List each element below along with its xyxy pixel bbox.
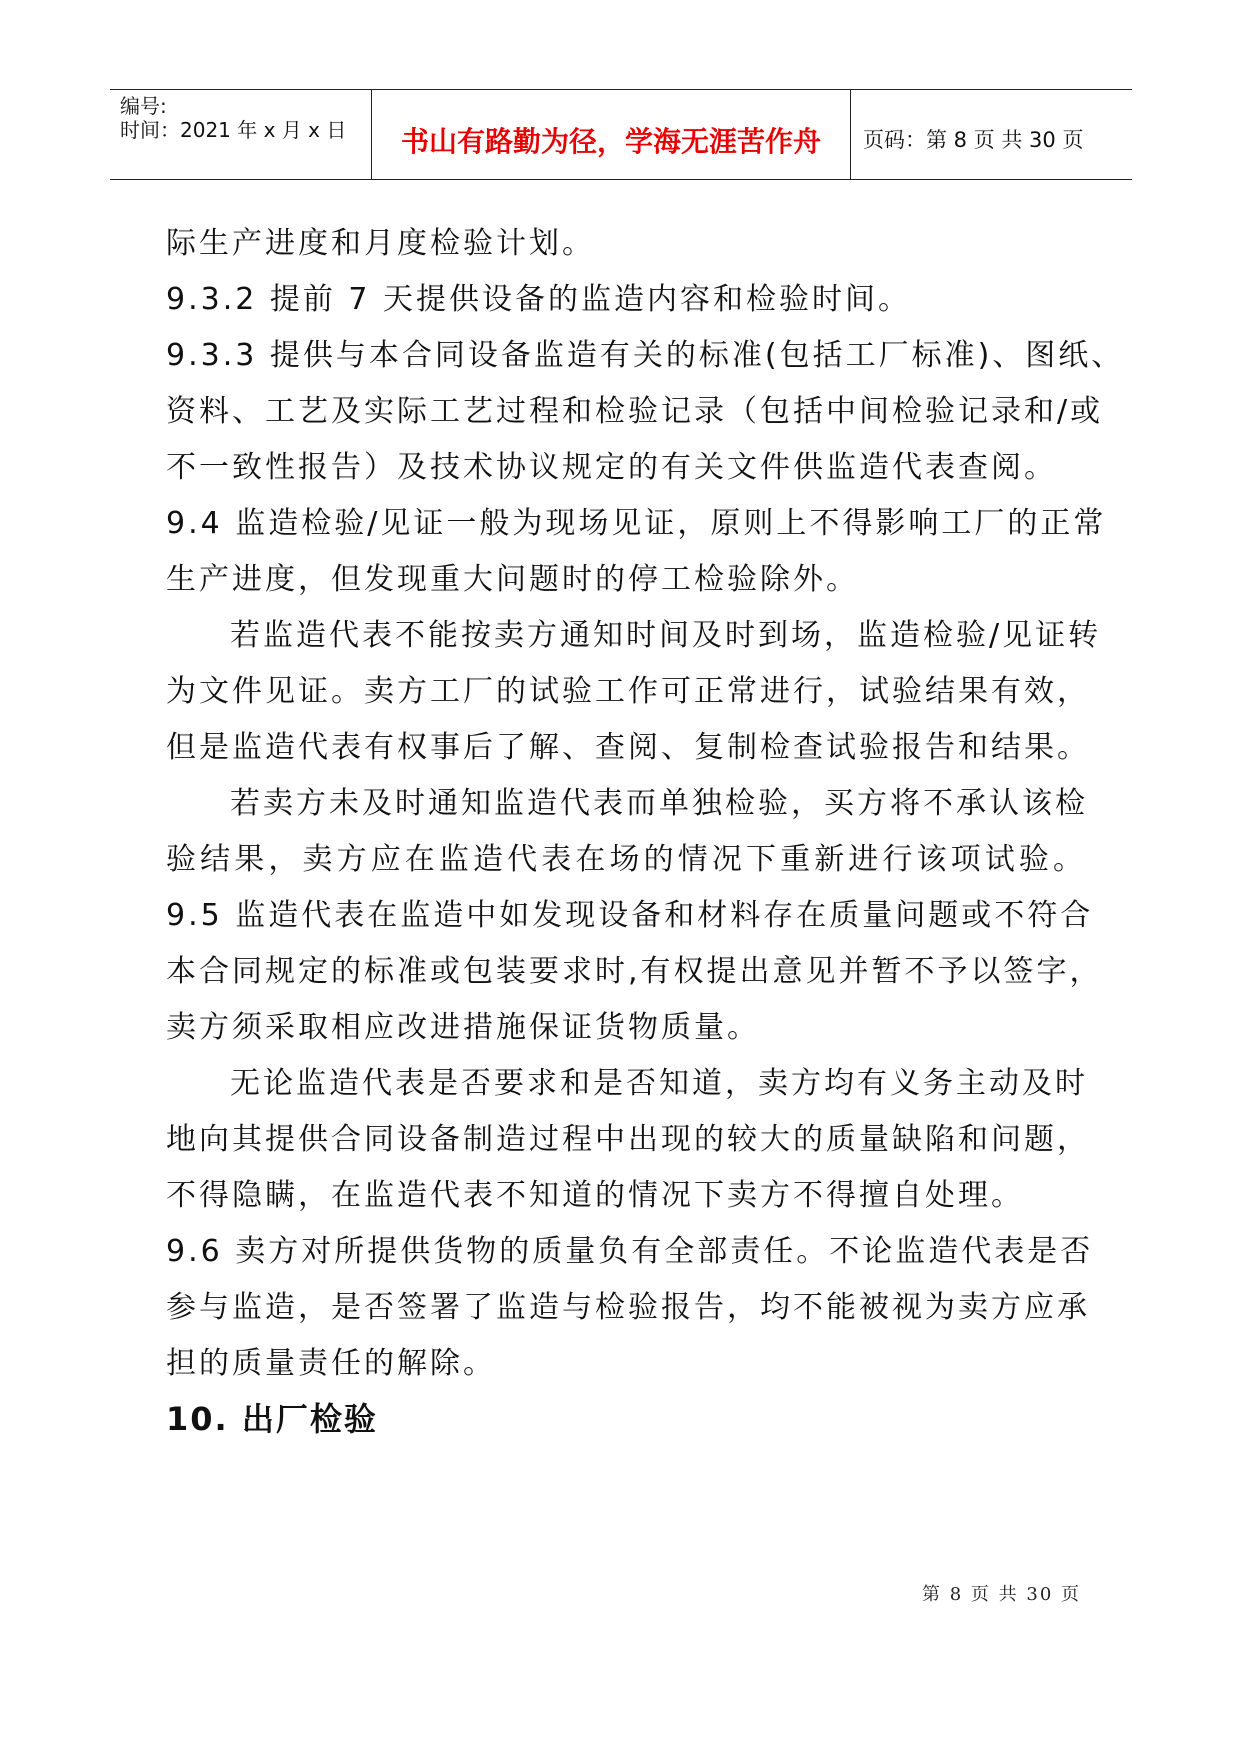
header-motto-cell <box>371 90 851 179</box>
body-line: 卖方须采取相应改进措施保证货物质量。 <box>166 1010 760 1045</box>
body-line: 9.5 监造代表在监造中如发现设备和材料存在质量问题或不符合 <box>166 898 1094 933</box>
body-line: 若卖方未及时通知监造代表而单独检验，买方将不承认该检 <box>230 786 1088 821</box>
document-header <box>110 89 1132 180</box>
section-heading: 10. 出厂检验 <box>166 1400 378 1438</box>
body-line: 9.3.2 提前 7 天提供设备的监造内容和检验时间。 <box>166 282 912 317</box>
header-page-code: 页码：第 8 页 共 30 页 <box>863 128 1084 152</box>
body-line: 若监造代表不能按卖方通知时间及时到场，监造检验/见证转 <box>230 618 1102 653</box>
body-line: 本合同规定的标准或包装要求时,有权提出意见并暂不予以签字， <box>166 954 1103 989</box>
document-number-label: 编号: <box>120 94 167 118</box>
body-line: 资料、工艺及实际工艺过程和检验记录（包括中间检验记录和/或 <box>166 394 1104 429</box>
body-line: 但是监造代表有权事后了解、查阅、复制检查试验报告和结果。 <box>166 730 1090 765</box>
body-line: 担的质量责任的解除。 <box>166 1346 496 1381</box>
body-line: 际生产进度和月度检验计划。 <box>166 226 595 261</box>
header-motto: 书山有路勤为径，学海无涯苦作舟 <box>400 125 821 158</box>
body-line: 参与监造，是否签署了监造与检验报告，均不能被视为卖方应承 <box>166 1290 1090 1325</box>
body-line: 9.6 卖方对所提供货物的质量负有全部责任。不论监造代表是否 <box>166 1234 1094 1269</box>
body-line: 生产进度，但发现重大问题时的停工检验除外。 <box>166 562 859 597</box>
header-meta-cell <box>110 90 371 179</box>
body-line: 验结果，卖方应在监造代表在场的情况下重新进行该项试验。 <box>166 842 1086 877</box>
body-line: 不得隐瞒，在监造代表不知道的情况下卖方不得擅自处理。 <box>166 1178 1024 1213</box>
body-line: 9.3.3 提供与本合同设备监造有关的标准(包括工厂标准)、图纸、 <box>166 338 1125 373</box>
body-line: 地向其提供合同设备制造过程中出现的较大的质量缺陷和问题， <box>166 1122 1090 1157</box>
header-page-cell <box>851 90 1132 179</box>
body-line: 9.4 监造检验/见证一般为现场见证，原则上不得影响工厂的正常 <box>166 506 1107 541</box>
body-line: 为文件见证。卖方工厂的试验工作可正常进行，试验结果有效， <box>166 674 1090 709</box>
document-date: 时间：2021 年 x 月 x 日 <box>120 118 347 142</box>
body-line: 不一致性报告）及技术协议规定的有关文件供监造代表查阅。 <box>166 450 1057 485</box>
page-footer: 第 8 页 共 30 页 <box>922 1584 1081 1605</box>
body-line: 无论监造代表是否要求和是否知道，卖方均有义务主动及时 <box>230 1066 1088 1101</box>
